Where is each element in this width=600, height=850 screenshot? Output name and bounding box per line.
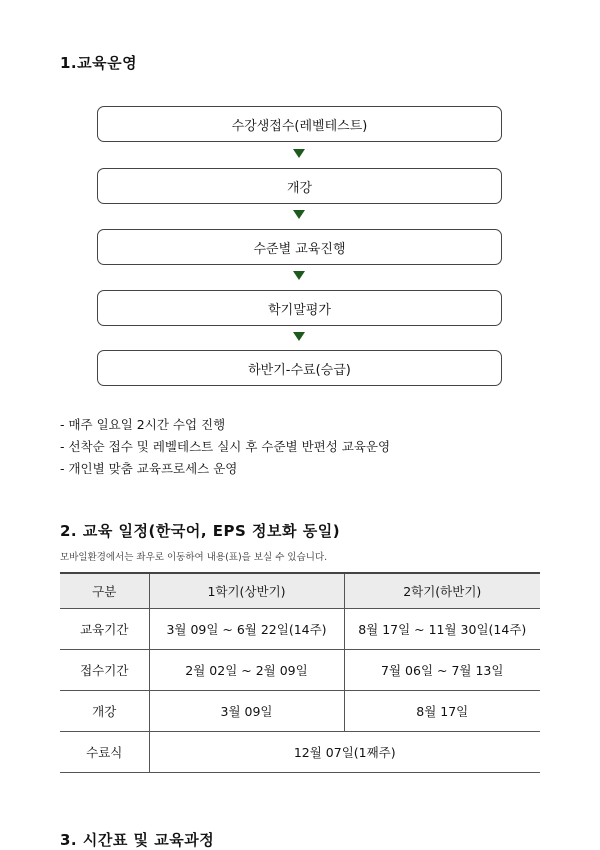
table-header-row: [60, 573, 540, 609]
section-1-title: 1.교육운영: [60, 54, 138, 72]
flow-arrow-icon: [293, 271, 305, 280]
flow-step-registration: 수강생접수(레벨테스트): [97, 106, 502, 142]
flow-step-opening: 개강: [97, 168, 502, 204]
note-item: - 선착순 접수 및 레벨테스트 실시 후 수준별 반편성 교육운영: [60, 439, 391, 454]
row-label: 교육기간: [60, 609, 149, 650]
flow-step-level-training: 수준별 교육진행: [97, 229, 502, 265]
flow-arrow-icon: [293, 332, 305, 341]
operation-notes: [60, 414, 390, 480]
mobile-note: 모바일환경에서는 좌우로 이동하여 내용(표)을 보실 수 있습니다.: [60, 552, 328, 563]
header-category: 구분: [60, 573, 149, 609]
section-2-title: 2. 교육 일정(한국어, EPS 정보화 동일): [60, 522, 341, 540]
row-label: 개강: [60, 691, 149, 732]
cell-semester-1: 2월 02일 ~ 2월 09일: [149, 650, 344, 691]
flow-arrow-icon: [293, 210, 305, 219]
cell-semester-2: 8월 17일 ~ 11월 30일(14주): [344, 609, 540, 650]
section-3-title: 3. 시간표 및 교육과정: [60, 831, 215, 849]
note-item: - 매주 일요일 2시간 수업 진행: [60, 417, 226, 432]
flow-arrow-icon: [293, 149, 305, 158]
flow-step-completion: 하반기-수료(승급): [97, 350, 502, 386]
flow-step-evaluation: 학기말평가: [97, 290, 502, 326]
cell-semester-1: 3월 09일 ~ 6월 22일(14주): [149, 609, 344, 650]
table-row: [60, 609, 540, 650]
cell-semester-1: 3월 09일: [149, 691, 344, 732]
table-row: [60, 732, 540, 773]
row-label: 접수기간: [60, 650, 149, 691]
header-semester-1: 1학기(상반기): [149, 573, 344, 609]
note-item: - 개인별 맞춤 교육프로세스 운영: [60, 461, 238, 476]
header-semester-2: 2학기(하반기): [344, 573, 540, 609]
cell-semester-2: 7월 06일 ~ 7월 13일: [344, 650, 540, 691]
cell-ceremony: 12월 07일(1째주): [149, 732, 540, 773]
row-label: 수료식: [60, 732, 149, 773]
table-row: [60, 650, 540, 691]
cell-semester-2: 8월 17일: [344, 691, 540, 732]
table-row: [60, 691, 540, 732]
schedule-table: [60, 572, 540, 773]
